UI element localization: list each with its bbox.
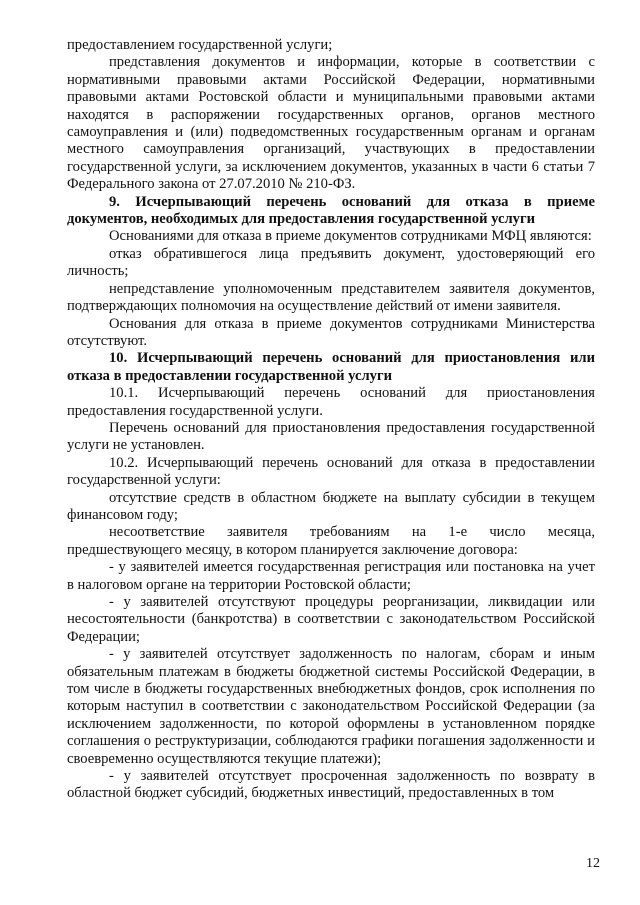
paragraph-10-1: 10.1. Исчерпывающий перечень оснований для приостановления предоставления государственной услуги. bbox=[67, 385, 595, 419]
page-number: 12 bbox=[586, 856, 600, 871]
paragraph-10-2: 10.2. Исчерпывающий перечень оснований для отказа в предоставлении государственной услуги: bbox=[67, 454, 595, 489]
paragraph-suspension-list: Перечень оснований для приостановления предоставления государственной услуги не установлен. bbox=[67, 419, 595, 454]
list-item-tax-debt: - у заявителей отсутствует задолженность по налогам, сборам и иным обязательным платежам в бюджеты бюджетной системы Российской Федерации, в том числе в бюджеты государственных внебюджетных фондов, срок исполнения по которым наступил в соответствии с законодательством Российской Федерации (за исключением задолженности, по которой оформлены в установленном порядке соглашения о реструктуризации, соблюдаются графики погашения задолженности и своевременно осуществляются текущие платежи); bbox=[67, 646, 595, 767]
paragraph-ministry-grounds: Основания для отказа в приеме документов сотрудниками Министерства отсутствуют. bbox=[67, 315, 595, 349]
document-page bbox=[67, 37, 595, 803]
list-item-overdue-debt: - у заявителей отсутствует просроченная задолженность по возврату в областной бюджет субсидий, бюджетных инвестиций, предоставленных в том bbox=[67, 768, 595, 802]
paragraph-no-funds: отсутствие средств в областном бюджете на выплату субсидии в текущем финансовом году; bbox=[67, 489, 595, 523]
list-item-reorganization: - у заявителей отсутствуют процедуры реорганизации, ликвидации или несостоятельности (банкротства) в соответствии с законодательством Российской Федерации; bbox=[67, 594, 595, 645]
section-9-heading: 9. Исчерпывающий перечень оснований для отказа в приеме документов, необходимых для предоставления государственной услуги bbox=[67, 193, 595, 228]
paragraph-mfc-grounds: Основаниями для отказа в приеме документов сотрудниками МФЦ являются: bbox=[109, 228, 592, 245]
paragraph-no-authority-docs: непредставление уполномоченным представителем заявителя документов, подтверждающих полномочия на осуществление действий от имени заявителя. bbox=[67, 280, 595, 315]
paragraph-documents-info: представления документов и информации, которые в соответствии с нормативными правовыми актами Российской Федерации, нормативными правовыми актами Ростовской области и муниципальными правовыми актами находятся в распоряжении государственных органов, органов местного самоуправления и (или) подведомственных государственным органам и органам местного самоуправления организаций, участвующих в предоставлении государственной услуги, за исключением документов, указанных в части 6 статьи 7 Федерального закона от 27.07.2010 № 210-ФЗ. bbox=[67, 54, 595, 193]
paragraph-continuation: предоставлением государственной услуги; bbox=[67, 37, 333, 53]
list-item-registration: - у заявителей имеется государственная регистрация или постановка на учет в налоговом органе на территории Ростовской области; bbox=[67, 559, 595, 593]
paragraph-refusal-identity: отказ обратившегося лица предъявить документ, удостоверяющий его личность; bbox=[67, 245, 595, 280]
section-10-heading: 10. Исчерпывающий перечень оснований для приостановления или отказа в предоставлении государственной услуги bbox=[67, 350, 595, 384]
paragraph-nonconformity: несоответствие заявителя требованиям на 1-е число месяца, предшествующего месяцу, в котором планируется заключение договора: bbox=[67, 524, 595, 558]
